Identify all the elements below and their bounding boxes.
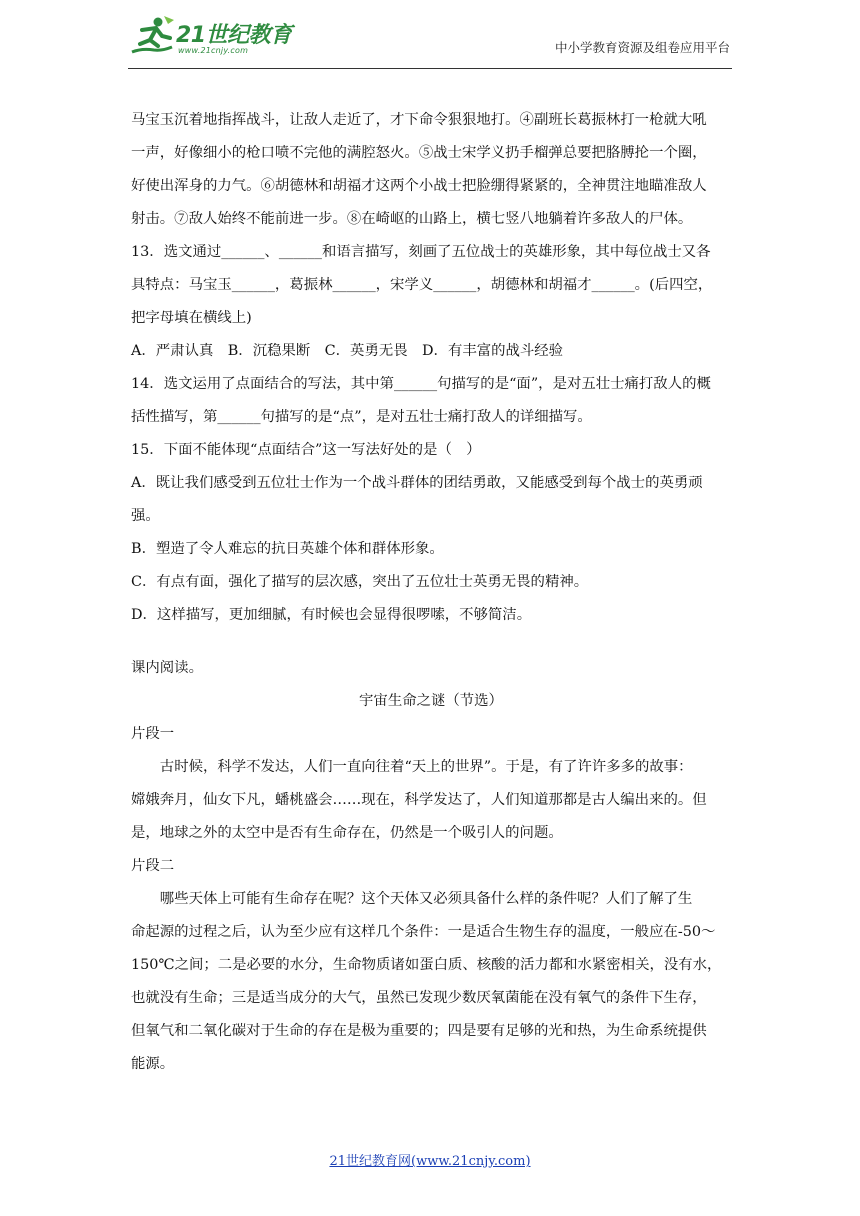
fragment-2-line: 150℃之间；二是必要的水分，生命物质诸如蛋白质、核酸的活力都和水紧密相关，没有水， [131, 957, 722, 973]
passage-line: 好使出浑身的力气。⑥胡德林和胡福才这两个小战士把脸绷得紧紧的，全神贯注地瞄准敌人 [131, 178, 707, 194]
passage-line: 马宝玉沉着地指挥战斗，让敌人走近了，才下命令狠狠地打。④副班长葛振林打一枪就大吼 [131, 112, 707, 128]
fragment-2-line: 能源。 [131, 1056, 175, 1072]
footer-link[interactable]: 21世纪教育网(www.21cnjy.com) [329, 1154, 531, 1169]
question-14-line: 括性描写，第______句描写的是“点”，是对五壮士痛打敌人的详细描写。 [131, 409, 592, 425]
passage-line: 射击。⑦敌人始终不能前进一步。⑧在崎岖的山路上，横七竖八地躺着许多敌人的尸体。 [131, 211, 693, 227]
question-14-line: 14．选文运用了点面结合的写法，其中第______句描写的是“面”，是对五壮士痛打敌人的概 [131, 376, 711, 392]
question-15-stem: 15．下面不能体现“点面结合”这一写法好处的是（ ） [131, 442, 481, 458]
fragment-1-line: 嫦娥奔月，仙女下凡，蟠桃盛会……现在，科学发达了，人们知道那都是古人编出来的。但 [131, 792, 707, 808]
question-13-line: 13．选文通过______、______和语言描写，刻画了五位战士的英雄形象，其中每位战士又各 [131, 244, 711, 260]
question-13-line: 把字母填在横线上) [131, 310, 252, 326]
fragment-2-line: 哪些天体上可能有生命存在呢？这个天体又必须具备什么样的条件呢？人们了解了生 [159, 891, 693, 907]
passage-line: 一声，好像细小的枪口喷不完他的满腔怒火。⑤战士宋学义扔手榴弹总要把胳膊抡一个圈， [131, 145, 707, 161]
reading-title: 宇宙生命之谜（节选） [359, 693, 503, 709]
question-15-option-b: B．塑造了令人难忘的抗日英雄个体和群体形象。 [131, 541, 444, 557]
fragment-1-label: 片段一 [131, 726, 175, 742]
runner-logo-icon [128, 14, 176, 58]
fragment-2-label: 片段二 [131, 858, 175, 874]
question-13-line: 具特点：马宝玉______，葛振林______，宋学义______，胡德林和胡福才______。(后四空， [131, 277, 713, 293]
fragment-2-line: 也就没有生命；三是适当成分的大气，虽然已发现少数厌氧菌能在没有氧气的条件下生存， [131, 990, 707, 1006]
question-13-options: A．严肃认真 B．沉稳果断 C．英勇无畏 D．有丰富的战斗经验 [131, 343, 564, 359]
fragment-1-line: 是，地球之外的太空中是否有生命存在，仍然是一个吸引人的问题。 [131, 825, 563, 841]
header-divider [128, 68, 732, 69]
fragment-2-line: 但氧气和二氧化碳对于生命的存在是极为重要的；四是要有足够的光和热，为生命系统提供 [131, 1023, 707, 1039]
fragment-1-line: 古时候，科学不发达，人们一直向往着“天上的世界”。于是，有了许许多多的故事： [159, 759, 693, 775]
section-gap [131, 632, 731, 652]
reading-label: 课内阅读。 [131, 660, 203, 676]
platform-name: 中小学教育资源及组卷应用平台 [554, 40, 730, 55]
question-15-option-c: C．有点有面，强化了描写的层次感，突出了五位壮士英勇无畏的精神。 [131, 574, 589, 590]
document-body [131, 104, 731, 1081]
site-logo[interactable] [128, 14, 328, 60]
question-15-option-a: 强。 [131, 508, 160, 524]
question-15-option-a: A．既让我们感受到五位壮士作为一个战斗群体的团结勇敢，又能感受到每个战士的英勇顽 [131, 475, 703, 491]
question-15-option-d: D．这样描写，更加细腻，有时候也会显得很啰嗦，不够简洁。 [131, 607, 532, 623]
fragment-2-line: 命起源的过程之后，认为至少应有这样几个条件：一是适合生物生存的温度，一般应在-50～ [131, 924, 716, 940]
logo-url: www.21cnjy.com [178, 46, 249, 55]
page-header [128, 14, 732, 70]
logo-title: 21世纪教育 [176, 23, 292, 48]
